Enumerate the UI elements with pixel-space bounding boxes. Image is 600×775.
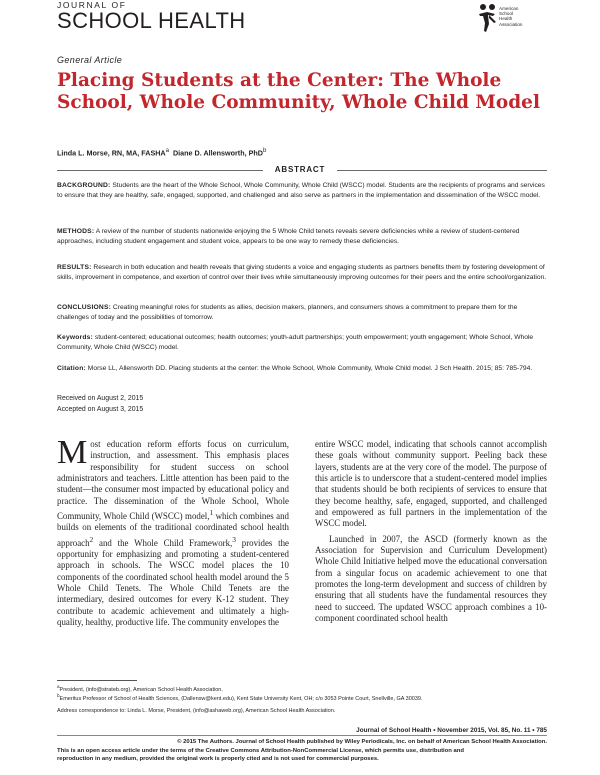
abstract-rule-right — [337, 170, 547, 171]
asha-logo-text — [499, 6, 547, 27]
body-column-left — [57, 434, 289, 628]
logo-word-4: Association — [499, 21, 523, 27]
ref-1: 1 — [209, 508, 214, 518]
citation-text: Morse LL, Allensworth DD. Placing students at the center: the Whole School, Whole Community, Whole Child model. J Sch Health. 2015; 85: 785-794. — [85, 365, 533, 372]
conclusions-text: Creating meaningful roles for students as allies, decision makers, planners, and consumers shows a commitment to prepare them for the challenges of today and the possibilities of tomorrow. — [57, 304, 518, 321]
conclusions-label: CONCLUSIONS: — [57, 304, 112, 311]
license-line-1: © 2015 The Authors. Journal of School Health published by Wiley Periodicals, Inc. on behalf of American School Health Association. — [177, 739, 547, 745]
footnote-a-mark: a — [57, 684, 60, 689]
abstract-methods — [57, 227, 547, 246]
masthead-journal-of: JOURNAL OF — [57, 0, 127, 10]
results-label: RESULTS: — [57, 264, 92, 271]
journal-masthead — [57, 0, 547, 36]
abstract-citation — [57, 364, 547, 374]
author-2-affil: b — [262, 148, 267, 154]
abstract-conclusions — [57, 303, 547, 322]
footnote-b-mark: b — [57, 693, 60, 698]
footnote-b-text: Emeritus Professor of School of Health Sciences, (Dallensw@kent.edu), Kent State University Kent, OH; c/o 3053 Pointe Court, Snellville, GA 30039. — [59, 695, 423, 702]
footnote-b — [57, 692, 423, 703]
background-label: BACKGROUND: — [57, 182, 111, 189]
accepted-date: Accepted on August 3, 2015 — [57, 406, 144, 413]
asha-figures-icon — [477, 2, 499, 34]
body-paragraph-1 — [57, 434, 289, 628]
license-notice — [57, 738, 547, 764]
ref-2: 2 — [89, 534, 94, 544]
article-title: Placing Students at the Center: The Whole School, Whole Community, Whole Child Model — [57, 70, 540, 113]
abstract-results — [57, 263, 547, 282]
journal-issue-line: Journal of School Health • November 2015, Vol. 85, No. 11 • 785 — [356, 727, 547, 734]
logo-word-3: Health — [499, 16, 513, 22]
asha-logo — [477, 2, 547, 36]
body-column-right — [315, 439, 547, 625]
body-text-1d: provides the opportunity for emphasizing and promoting a student-centered approach in schools. The WSCC model places the 10 components of the coordinated school health model around the 5 Whole Child Tenets. The Whole Child Tenets are the intermediary, desired outcomes for every K-12 student. They contribute to academic achievement and ultimately a high-quality, healthy, productive life. The community envelopes the — [57, 537, 289, 628]
abstract-keywords — [57, 333, 547, 352]
methods-label: METHODS: — [57, 228, 95, 235]
keywords-text: student-centered; educational outcomes; health outcomes; youth-adult partnerships; youth empowerment; youth engagement; Whole School, Whole Community, Whole Child (WSCC) model. — [57, 334, 534, 351]
background-text: Students are the heart of the Whole School, Whole Community, Whole Child (WSCC) model. Students are the recipients of programs and services to ensure that they are healthy, safe, engaged, supported, and challenged and also serve as partners in the implementation and dissemination of the WSCC model. — [57, 182, 545, 199]
section-label: General Article — [57, 55, 123, 65]
body-text-1b: which combines and builds on elements of the traditional coordinated school health approach — [57, 511, 289, 548]
body-paragraph-2: entire WSCC model, indicating that schools cannot accomplish these goals without community support. Peeling back these layers, students are at the very core of the model. The purpose of this article is to underscore that a student-centered model implies that students should be both recipients of services to ensure that they become healthy, safe, engaged, supported, and challenged and empowered as full partners in the implementation of the WSCC model. — [315, 439, 547, 529]
author-line — [57, 148, 266, 157]
dropcap: M — [57, 434, 88, 471]
body-paragraph-3: Launched in 2007, the ASCD (formerly known as the Association for Supervision and Curriculum Development) Whole Child Initiative helped move the educational conversation from a singular focus on academic achievement to one that promotes the long-term development and success of children by ensuring that all students have the fundamental resources they need to succeed. The updated WSCC approach combines a 10-component coordinated school health — [315, 533, 547, 624]
footnote-a-text: President, (info@strateb.org), American School Health Association. — [59, 686, 223, 693]
footer-rule — [57, 735, 547, 736]
citation-label: Citation: — [57, 365, 86, 372]
license-line-3: reproduction in any medium, provided the original work is properly cited and is not used for commercial purposes. — [57, 756, 379, 763]
footnote-rule — [57, 680, 137, 681]
correspondence-note: Address correspondence to: Linda L. Morse, President, (info@ashaweb.org), American School Health Association. — [57, 708, 336, 714]
license-line-2: This is an open access article under the terms of the Creative Commons Attribution-NonCommercial License, which permits use, distribution and — [57, 747, 464, 754]
logo-word-1: American — [499, 6, 519, 11]
body-text-1a: ost education reform efforts focus on curriculum, instruction, and assessment. This emphasis places responsibility for student success on school administrators and teachers. Little attention has been paid to the student—the consumer most impacted by educational policy and practice. The dissemination of the Whole School, Whole Community, Whole Child (WSCC) model, — [57, 439, 289, 522]
ref-3: 3 — [232, 534, 236, 544]
results-text: Research in both education and health reveals that giving students a voice and engaging students as partners benefits them by fostering development of skills, improvement in competence, and exertion of control over their lives while simultaneously improving outcomes for their peers and the entire school/organization. — [57, 264, 547, 281]
received-date: Received on August 2, 2015 — [57, 395, 144, 402]
author-1-affil: a — [165, 148, 169, 154]
author-1: Linda L. Morse, RN, MA, FASHA — [57, 148, 166, 158]
masthead-school-health: SCHOOL HEALTH — [57, 8, 246, 33]
abstract-background — [57, 181, 547, 200]
author-2: Diane D. Allensworth, PhD — [172, 148, 263, 158]
methods-text: A review of the number of students nationwide enjoying the 5 Whole Child tenets reveals severe deficiencies while a review of student-centered approaches, including student engagement and student voice, appears to be one way to remedy these deficiencies. — [57, 228, 520, 245]
keywords-label: Keywords: — [57, 334, 93, 341]
abstract-heading: ABSTRACT — [274, 165, 326, 174]
logo-word-2: School — [499, 11, 514, 17]
body-text-1c: and the Whole Child Framework, — [93, 537, 233, 548]
